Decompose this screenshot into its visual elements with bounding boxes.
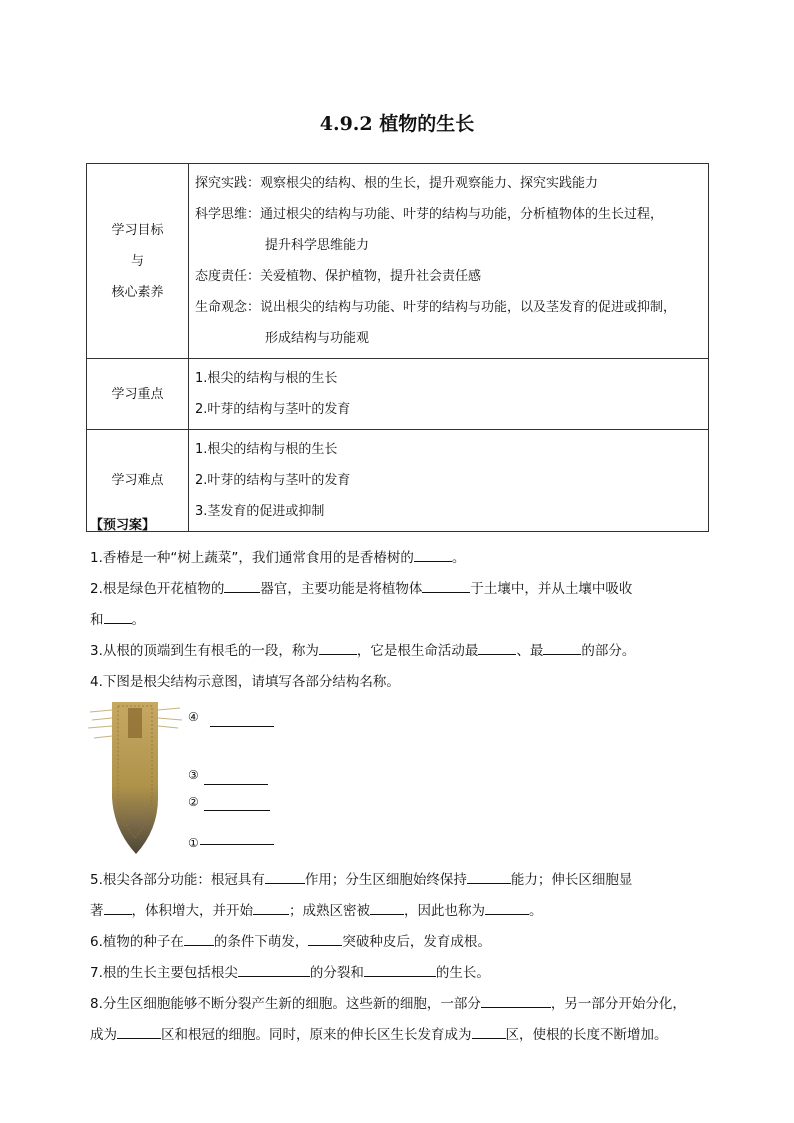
question-text: 作用；分生区细胞始终保持 bbox=[304, 872, 467, 888]
question-text: 器官，主要功能是将植物体 bbox=[260, 581, 423, 597]
goals-label-line: 与 bbox=[130, 253, 144, 269]
key-points-label: 学习重点 bbox=[87, 359, 189, 430]
root-tip-diagram bbox=[88, 698, 288, 858]
question-text: 成为 bbox=[90, 1027, 117, 1043]
question-5-continued bbox=[90, 896, 708, 927]
answer-blank[interactable] bbox=[481, 993, 551, 1008]
difficult-point: 1.根尖的结构与根的生长 bbox=[195, 442, 338, 457]
question-text: 。 bbox=[131, 612, 145, 628]
answer-blank[interactable] bbox=[485, 900, 529, 915]
goal-line: 生命观念：说出根尖的结构与功能、叶芽的结构与功能，以及茎发育的促进或抑制， bbox=[195, 300, 677, 315]
question-text: 8.分生区细胞能够不断分裂产生新的细胞。这些新的细胞，一部分 bbox=[90, 996, 481, 1012]
question-1 bbox=[90, 543, 708, 574]
answer-blank[interactable] bbox=[265, 869, 305, 884]
diagram-label-4: ④ bbox=[188, 710, 199, 724]
question-text: 的条件下萌发， bbox=[213, 934, 309, 950]
goal-line: 形成结构与功能观 bbox=[265, 331, 370, 346]
question-5 bbox=[90, 865, 708, 896]
answer-blank[interactable] bbox=[414, 547, 452, 562]
diagram-label-3: ③ bbox=[188, 768, 199, 782]
question-6 bbox=[90, 927, 708, 958]
diagram-label-1: ① bbox=[188, 836, 199, 850]
answer-blank[interactable] bbox=[422, 578, 470, 593]
question-8 bbox=[90, 989, 708, 1020]
question-2 bbox=[90, 574, 708, 605]
question-text: 7.根的生长主要包括根尖 bbox=[90, 965, 238, 981]
answer-blank[interactable] bbox=[104, 900, 132, 915]
page-title: 4.9.2 植物的生长 bbox=[319, 113, 475, 135]
question-text: ；成熟区密被 bbox=[289, 903, 370, 919]
answer-blank[interactable] bbox=[238, 962, 310, 977]
question-text: 。 bbox=[451, 550, 466, 566]
question-text: 、最 bbox=[516, 643, 544, 659]
question-text: 著 bbox=[90, 903, 104, 919]
answer-blank[interactable] bbox=[204, 810, 270, 811]
question-text: ，另一部分开始分化， bbox=[550, 996, 686, 1012]
difficult-point: 2.叶芽的结构与茎叶的发育 bbox=[195, 473, 351, 488]
answer-blank[interactable] bbox=[253, 900, 289, 915]
question-text: 区和根冠的细胞。同时，原来的伸长区生长发育成为 bbox=[161, 1027, 472, 1043]
question-3 bbox=[90, 636, 708, 667]
question-text: 能力；伸长区细胞显 bbox=[510, 872, 633, 888]
question-text: 的生长。 bbox=[435, 965, 490, 981]
difficult-points-row bbox=[87, 430, 709, 532]
question-2-continued bbox=[90, 605, 708, 636]
question-text: 2.根是绿色开花植物的 bbox=[90, 581, 225, 597]
question-7 bbox=[90, 958, 708, 989]
question-text: 区，使根的长度不断增加。 bbox=[505, 1027, 668, 1043]
answer-blank[interactable] bbox=[478, 640, 516, 655]
goals-content bbox=[189, 164, 709, 359]
difficult-point: 3.茎发育的促进或抑制 bbox=[195, 504, 325, 519]
goal-line: 提升科学思维能力 bbox=[265, 238, 370, 253]
difficult-points-label: 学习难点 bbox=[87, 430, 189, 532]
answer-blank[interactable] bbox=[370, 900, 404, 915]
answer-blank[interactable] bbox=[184, 931, 214, 946]
question-text: ，因此也称为 bbox=[404, 903, 485, 919]
answer-blank[interactable] bbox=[467, 869, 511, 884]
question-text: 1.香椿是一种“树上蔬菜”，我们通常食用的是香椿树的 bbox=[90, 550, 414, 566]
answer-blank[interactable] bbox=[364, 962, 436, 977]
key-points-content bbox=[189, 359, 709, 430]
question-text: 3.从根的顶端到生有根毛的一段，称为 bbox=[90, 643, 319, 659]
answer-blank[interactable] bbox=[117, 1024, 161, 1039]
question-text: 突破种皮后，发育成根。 bbox=[342, 934, 491, 950]
question-text: ，它是根生命活动最 bbox=[356, 643, 479, 659]
goals-label-line: 学习目标 bbox=[111, 222, 164, 238]
answer-blank[interactable] bbox=[319, 640, 357, 655]
goal-line: 态度责任：关爱植物、保护植物，提升社会责任感 bbox=[195, 269, 482, 284]
question-8-continued bbox=[90, 1020, 708, 1051]
answer-blank[interactable] bbox=[210, 726, 274, 727]
key-point: 2.叶芽的结构与茎叶的发育 bbox=[195, 402, 351, 417]
question-text: 。 bbox=[529, 903, 543, 919]
question-text: 于土壤中，并从土壤中吸收 bbox=[470, 581, 633, 597]
key-point: 1.根尖的结构与根的生长 bbox=[195, 371, 338, 386]
answer-blank[interactable] bbox=[200, 844, 274, 845]
diagram-label-2: ② bbox=[188, 795, 199, 809]
question-text: ，体积增大，并开始 bbox=[131, 903, 253, 919]
section-heading: 【预习案】 bbox=[90, 518, 156, 533]
question-text: 的部分。 bbox=[581, 643, 636, 659]
key-points-row bbox=[87, 359, 709, 430]
learning-goals-table bbox=[86, 163, 709, 532]
question-text: 的分裂和 bbox=[309, 965, 364, 981]
question-text: 6.植物的种子在 bbox=[90, 934, 184, 950]
goal-line: 科学思维：通过根尖的结构与功能、叶芽的结构与功能，分析植物体的生长过程， bbox=[195, 207, 664, 222]
answer-blank[interactable] bbox=[104, 609, 132, 624]
goal-line: 探究实践：观察根尖的结构、根的生长，提升观察能力、探究实践能力 bbox=[195, 176, 599, 191]
answer-blank[interactable] bbox=[543, 640, 581, 655]
goals-row bbox=[87, 164, 709, 359]
goals-label bbox=[87, 164, 189, 359]
question-text: 和 bbox=[90, 612, 104, 628]
answer-blank[interactable] bbox=[472, 1024, 506, 1039]
answer-blank[interactable] bbox=[308, 931, 342, 946]
question-4: 4.下图是根尖结构示意图，请填写各部分结构名称。 bbox=[90, 674, 400, 690]
goals-label-line: 核心素养 bbox=[111, 284, 164, 300]
difficult-points-content bbox=[189, 430, 709, 532]
answer-blank[interactable] bbox=[224, 578, 260, 593]
answer-blank[interactable] bbox=[204, 784, 268, 785]
question-text: 5.根尖各部分功能：根冠具有 bbox=[90, 872, 265, 888]
